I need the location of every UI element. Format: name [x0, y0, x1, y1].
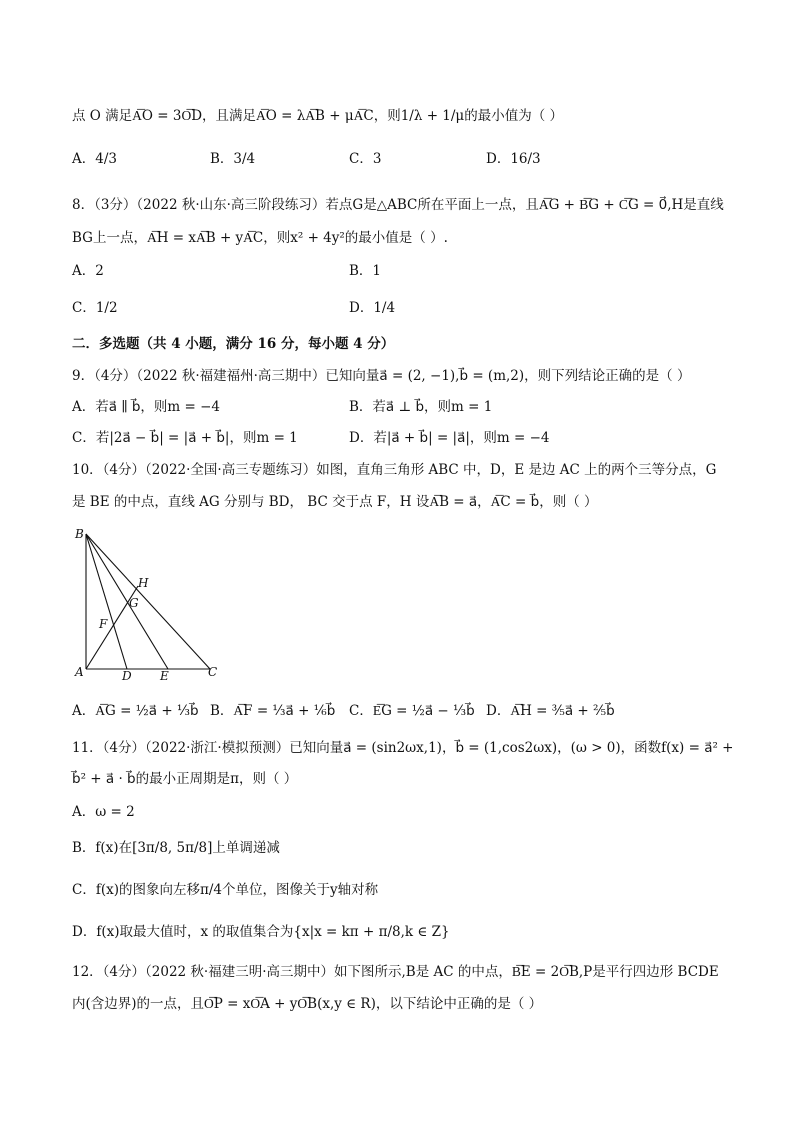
q11-stem-line2: b⃗² + a⃗ · b⃗的最小正周期是π，则（ ）	[72, 771, 298, 787]
q8-option-a: A．2	[72, 263, 104, 279]
q10-stem-line2: 是 BE 的中点，直线 AG 分别与 BD， BC 交于点 F，H 设A͞B = a⃗，A͞C = b⃗，则（ ）	[72, 494, 598, 510]
q8-option-d: D．1/4	[349, 300, 396, 316]
q11-option-d: D．f(x)取最大值时，x 的取值集合为{x|x = kπ + π/8,k ∈ Z}	[72, 924, 450, 940]
q9-option-d: D．若|a⃗ + b⃗| = |a⃗|，则m = −4	[349, 430, 550, 446]
q11-option-b: B．f(x)在[3π/8, 5π/8]上单调递减	[72, 840, 280, 856]
q10-option-b: B．A͞F = ⅓a⃗ + ⅙b⃗	[210, 703, 336, 719]
q7-option-d: D．16/3	[486, 151, 541, 167]
q11-stem-line1: 11．（4分）（2022·浙江·模拟预测）已知向量a⃗ = (sin2ωx,1)，b⃗ = (1,cos2ωx)，(ω > 0)，函数f(x) = a⃗² +	[72, 740, 734, 756]
q12-stem-line1: 12．（4分）（2022 秋·福建三明·高三期中）如下图所示,B是 AC 的中点，B͞E = 2O͞B,P是平行四边形 BCDE	[72, 964, 719, 980]
q7-stem: 点 O 满足A͞O = 3O͞D，且满足A͞O = λA͞B + μA͞C，则1/λ + 1/μ的最小值为（ ）	[72, 108, 563, 124]
q7-option-b: B．3/4	[210, 151, 256, 167]
q10-stem-line1: 10．（4分）（2022·全国·高三专题练习）如图，直角三角形 ABC 中，D，E 是边 AC 上的两个三等分点，G	[72, 462, 717, 478]
q9-option-a: A．若a⃗ ∥ b⃗，则m = −4	[72, 399, 221, 415]
q8-option-b: B．1	[349, 263, 382, 279]
q11-option-c: C．f(x)的图象向左移π/4个单位，图像关于y轴对称	[72, 882, 379, 898]
q9-option-b: B．若a⃗ ⊥ b⃗，则m = 1	[349, 399, 493, 415]
q11-option-a: A．ω = 2	[72, 804, 135, 820]
q7-option-a: A．4/3	[72, 151, 117, 167]
q10-option-d: D．A͞H = ⅗a⃗ + ⅖b⃗	[486, 703, 615, 719]
q9-stem: 9．（4分）（2022 秋·福建福州·高三期中）已知向量a⃗ = (2, −1),b⃗ = (m,2)，则下列结论正确的是（ ）	[72, 368, 691, 384]
label-h: H	[138, 576, 149, 590]
label-g: G	[129, 596, 139, 610]
segment-bd	[86, 534, 127, 669]
q10-option-c: C．E͞G = ½a⃗ − ⅓b⃗	[349, 703, 475, 719]
q9-option-c: C．若|2a⃗ − b⃗| = |a⃗ + b⃗|，则m = 1	[72, 430, 298, 446]
q8-stem-line1: 8．（3分）（2022 秋·山东·高三阶段练习）若点G是△ABC所在平面上一点，且A͞G + B͞G + C͞G = 0⃗,H是直线	[72, 197, 724, 213]
q7-option-c: C．3	[349, 151, 382, 167]
label-c: C	[208, 665, 218, 679]
section-heading: 二．多选题（共 4 小题，满分 16 分，每小题 4 分）	[72, 336, 395, 352]
triangle-figure	[70, 524, 230, 684]
q12-stem-line2: 内(含边界)的一点，且O͞P = xO͞A + yO͞B(x,y ∈ R)，以下结论中正确的是（ ）	[72, 996, 543, 1012]
q8-option-c: C．1/2	[72, 300, 118, 316]
edge-bc	[86, 534, 210, 669]
q8-stem-line2: BG上一点，A͞H = xA͞B + yA͞C，则x² + 4y²的最小值是（ ）.	[72, 230, 448, 246]
label-f: F	[99, 617, 108, 631]
label-b: B	[75, 527, 84, 541]
label-d: D	[122, 669, 132, 683]
label-a: A	[75, 665, 84, 679]
label-e: E	[160, 669, 169, 683]
q10-option-a: A．A͞G = ½a⃗ + ⅓b⃗	[72, 703, 199, 719]
